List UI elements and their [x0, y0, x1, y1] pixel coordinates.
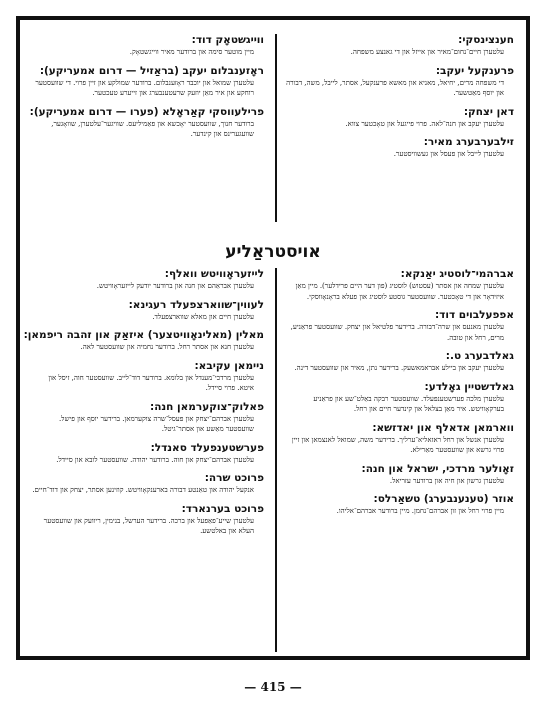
- bottom-right-column: [282, 268, 514, 524]
- list-item: [282, 309, 514, 343]
- entry-body: עלטערן חנא און אסתר רחל. ברודער נחמיה און שוועסטער לאה.: [80, 343, 254, 351]
- entry-body: די משפחה מרים, יחיאל, מאניא און מאשא פרענקעל, אסתר, לייבל, משה, דבורה און יוסף מאַטשער.: [286, 78, 504, 97]
- list-item: [282, 463, 514, 487]
- list-item: [32, 472, 264, 496]
- entry-body: עלטערן אברהם־יצחק און חוה. ברודער יהודה. שוועסטער לובא און סיידל.: [56, 455, 254, 464]
- page-frame: [16, 16, 530, 660]
- list-item: [32, 34, 264, 58]
- entry-name: ראָזענבלום יעקב (בראַזיל — דרום אמעריקע):: [39, 64, 264, 77]
- entry-name: דאן יצחק:: [463, 105, 514, 118]
- entry-body: עלטערן גרשון און חיה און ברודער עזריאל.: [389, 476, 504, 485]
- list-item: [32, 360, 264, 394]
- entry-name: גאלדשטיין גאָלדע:: [424, 380, 514, 393]
- entry-body: עלטערן מלכה פערשטענפעלד. שוועסטער רבקה באַלט־שע און פראַניע בערקאָוויטש. איר מאַן בצלאל און קינדער חיים און רחל.: [313, 394, 504, 413]
- bottom-left-column: [23, 268, 264, 544]
- entry-body: עלטערן אבראַהם און חנה און ברודער יודעק לייזעראָוויטש.: [96, 282, 254, 290]
- entry-name: לייזעראָוויטש וואלף:: [164, 268, 264, 280]
- section-title: אויסטראַליע: [225, 242, 321, 262]
- list-item: [282, 493, 514, 517]
- entry-name: חענצינסקי:: [458, 34, 514, 46]
- entry-name: פערשטענפעלד סאנדל:: [150, 441, 264, 454]
- list-item: [32, 401, 264, 435]
- entry-body: עלטערן יעקב און חנה־לאה. פרוי פייגעל און טאָכטער צווא.: [345, 119, 504, 128]
- entry-body: עלטערן מאנעס און שרה־דבורה. ברידער פלטיאל און יצחק. שוועסטער פראַניע, מרים, רחל און טובה.: [290, 323, 504, 342]
- list-item: [32, 442, 264, 466]
- entry-body: עלטערן לייבל און פעסל און געשוויסטער.: [393, 150, 504, 158]
- entry-body: אנקעל יהודה און טאַנטע דבורה בארענקאָוויטש. קוזינען אסתר, יצחק און דוד־חיים.: [32, 486, 254, 494]
- entry-body: מיין מוטער סימה און ברודער מאיר ווייגשטאָק.: [129, 48, 254, 56]
- list-item: [282, 65, 514, 99]
- column-divider: [275, 268, 277, 652]
- top-left-column: [29, 34, 264, 147]
- entry-name: פאלוק־צוקערמאן חנה:: [150, 400, 264, 413]
- entry-name: לעווין־שווארצפעלד רעגינא:: [128, 298, 264, 311]
- entry-body: עלטערן שייע־פאַפעל און ברכה. ברידער הערשל, בנימין, ריוועק און שוועסטער העלא און באלטשע.: [43, 516, 254, 535]
- list-item: [282, 422, 514, 456]
- list-item: [32, 65, 264, 99]
- entry-body: עלטערן שמואל און יוכבד ראָזענבלום. ברודער שמולקע און זיין פרוי. די שוועסטער רוחקע און איר מאַן יוזעק שרעטענבערג און זייערע טעכטער.: [35, 78, 254, 97]
- entry-name: ווארמאן אדאלף און יאדזשא:: [372, 421, 514, 434]
- list-item: [32, 299, 264, 323]
- entry-name: פרוכט בערנארד:: [181, 502, 264, 515]
- entry-name: ווייגשטאָק דוד:: [191, 34, 264, 46]
- entry-body: עלטערן יעקב און ביילע אבראמאשעק. ברידער נתן, מאיר און שוועסטער דינה.: [294, 364, 504, 372]
- entry-name: מאלין (מאלינאָוויטצער) איזאַק און זהבה ריפמאן:: [23, 329, 264, 341]
- entry-name: זילבערבערג מאיר:: [423, 136, 514, 148]
- page-number: — 415 —: [244, 680, 302, 694]
- list-item: [282, 106, 514, 130]
- entry-body: עלטערן אנשל און רחל ראזאליא־ערליך. ברידער משה, שמואל לאנצמאן און זיין פרוי גרשא און שוועסטער מאַרילא.: [291, 435, 504, 454]
- entry-name: אוזר (טענענבערג) טשאַרלס:: [373, 493, 514, 505]
- top-right-column: [282, 34, 514, 167]
- entry-body: עלטערן מרדכי־מענדל און בלומא. ברודער דוד־לייב. שוועסטער חוה, זיסל און איטא. פרוי סיידל.: [48, 373, 254, 392]
- list-item: [282, 34, 514, 58]
- entry-name: זאָולער מרדכי, ישראל און חנה:: [361, 462, 514, 475]
- entry-name: אברהמי־לוסטיג יאַנקא:: [400, 268, 514, 280]
- list-item: [282, 268, 514, 302]
- list-item: [32, 268, 264, 292]
- entry-body: עלטערן שמחה און אסתר (עסטוש) לוסטיג (פון דער היים פרידלער). מיין מאַן איזידאָר און די טאָכטער. שוועסטער גוסטע לוסטיג און פעלא בראָנאָווסקי.: [295, 282, 504, 301]
- entry-body: מיין פרוי רחל און זון אברהם־נחמן. מיין ברודער אברהם־אליהו.: [336, 507, 504, 515]
- list-item: [29, 105, 264, 140]
- entry-body: עלטערן אברהם־יצחק און פעסל־שרה צוקערמאן. ברידער יוסף און פישל. שוועסטער מאַשע און אסתר־גיטל.: [58, 414, 254, 433]
- entry-body: ברודער חנוך, שוועסטער יאָכשא און פאַמיליעס. שוויגער־עלטערן, שוואָגער, שוועגערינס און קינדער.: [51, 119, 254, 138]
- entry-name: ניימאן עקיבא:: [194, 359, 264, 372]
- entry-body: עלטערן חיים און מאלא שווארצפעלד.: [152, 312, 254, 321]
- list-item: [32, 503, 264, 537]
- list-item: [282, 381, 514, 415]
- list-item: [282, 350, 514, 374]
- entry-name: פרילעווסקי קאַראָלא (פערו — דרום אמעריקע):: [29, 105, 264, 118]
- entry-name: אפפעלבוים דוד:: [434, 309, 514, 321]
- entry-name: פרוכט שרה:: [204, 472, 264, 484]
- entry-name: גאלדבערג ט.:: [445, 350, 514, 362]
- entry-body: עלטערן חיים־נחום־מאיר און אייזל און די גאנצע משפחה.: [350, 48, 504, 56]
- entry-name: פרענקעל יעקב:: [435, 64, 514, 77]
- list-item: [23, 329, 264, 353]
- column-divider: [275, 34, 277, 222]
- list-item: [282, 136, 514, 160]
